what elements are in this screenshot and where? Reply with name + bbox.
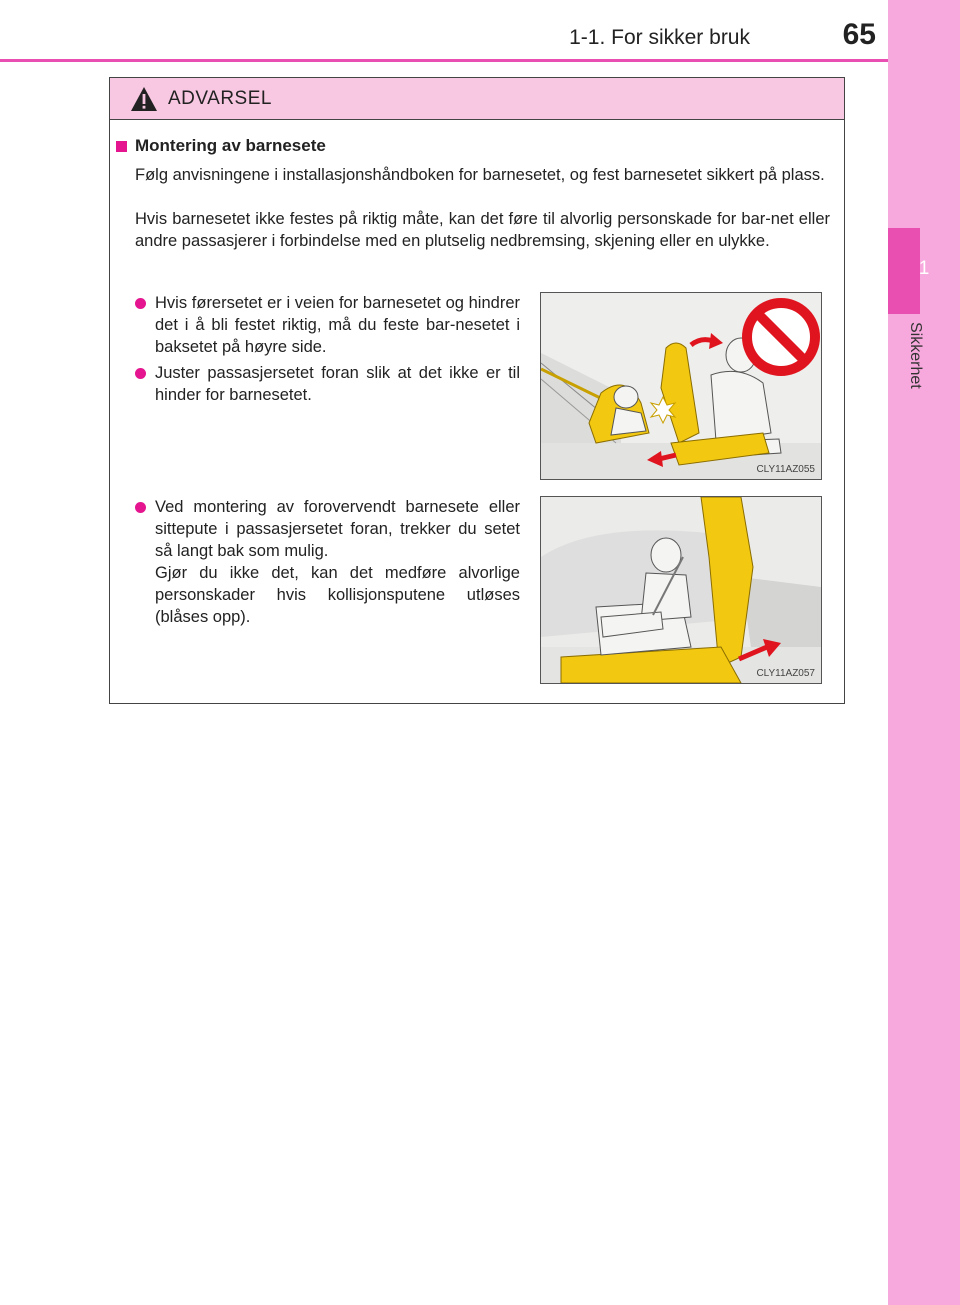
round-bullet-icon — [135, 298, 146, 309]
illustration-rear-facing-seat — [540, 292, 822, 480]
header-rule — [0, 59, 888, 62]
square-bullet-icon — [116, 141, 127, 152]
warning-title: ADVARSEL — [168, 87, 272, 109]
bullet-item-1 — [135, 292, 520, 358]
paragraph-2: Hvis barnesetet ikke festes på riktig måte, kan det føre til alvorlig personskade for bar-net eller andre passasjerer i forbindelse med en plutselig nedbremsing, skjening eller en ulykke. — [135, 210, 830, 250]
chapter-number: 1 — [918, 258, 930, 279]
subsection-heading — [116, 136, 326, 156]
paragraph-1: Følg anvisningene i installasjonshåndboken for barnesetet, og fest barnesetet sikkert på plass. — [135, 166, 825, 184]
bullet-item-3 — [135, 496, 520, 628]
warning-header — [110, 78, 844, 120]
bullet-text: Hvis førersetet er i veien for barnesetet og hindrer det i å bli festet riktig, må du feste bar-nesetet i baksetet på høyre side. — [155, 294, 520, 356]
bullet-text: Juster passasjersetet foran slik at det ikke er til hinder for barnesetet. — [155, 364, 520, 404]
page-number: 65 — [842, 18, 876, 51]
chapter-side-strip: 1 Sikkerhet — [888, 0, 960, 1305]
warning-triangle-icon — [130, 86, 158, 112]
warning-box — [109, 77, 845, 704]
illustration-forward-facing-seat — [540, 496, 822, 684]
round-bullet-icon — [135, 502, 146, 513]
subsection-title: Montering av barnesete — [135, 136, 326, 155]
bullet-item-2 — [135, 362, 520, 406]
bullet-continuation: Gjør du ikke det, kan det medføre alvorlige personskader hvis kollisjonsputene utløses (blåses opp). — [155, 564, 520, 626]
round-bullet-icon — [135, 368, 146, 379]
illustration-code: CLY11AZ055 — [756, 464, 815, 475]
bullet-text: Ved montering av forovervendt barnesete eller sittepute i passasjersetet foran, trekker du setet så langt bak som mulig. — [155, 498, 520, 560]
illustration-code: CLY11AZ057 — [756, 668, 815, 679]
section-title: 1-1. For sikker bruk — [569, 26, 750, 49]
